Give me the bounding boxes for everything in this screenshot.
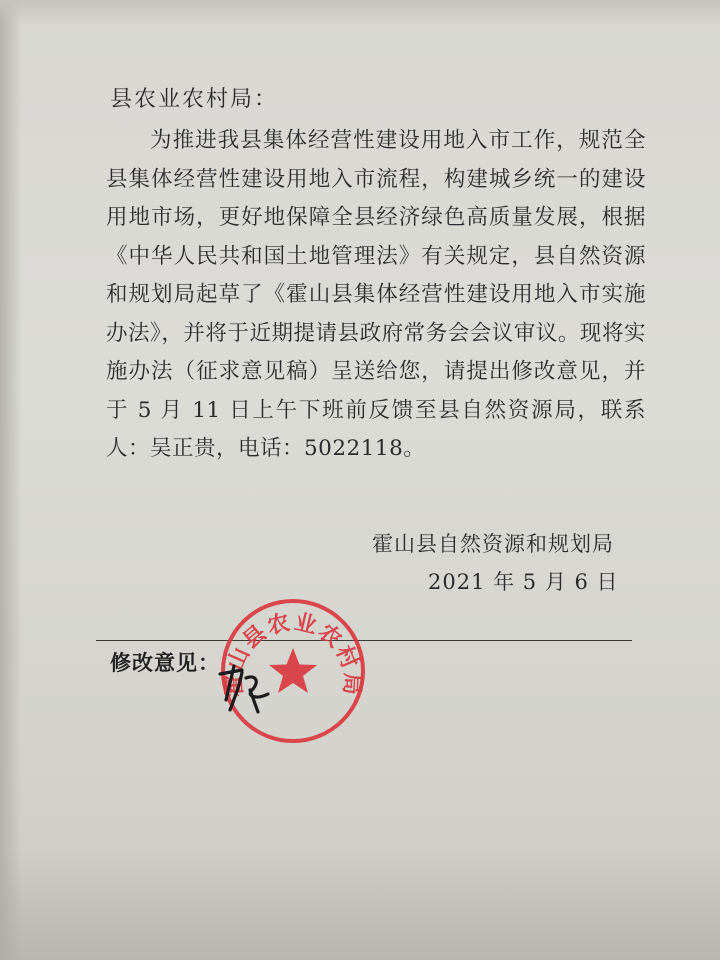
body-paragraph: 为推进我县集体经营性建设用地入市工作，规范全县集体经营性建设用地入市流程，构建城乡统一的建设用地市场，更好地保障全县经济绿色高质量发展，根据《中华人民共和国土地管理法》有关规定，县自然资源和规划局起草了《霍山县集体经营性建设用地入市实施办法》，并将于近期提请县政府常务会会议审议。现将实施办法（征求意见稿）呈送给您，请提出修改意见，并于 5 月 11 日上午下班前反馈至县自然资源局，联系人：吴正贵，电话：5022118。 (106, 128, 646, 461)
handwritten-signature-icon (212, 660, 282, 720)
revision-opinion-label: 修改意见： (110, 651, 220, 675)
salutation: 县农业农村局： (110, 87, 279, 112)
page-shadow-bottom (0, 850, 720, 960)
page-shadow-top (0, 0, 720, 26)
document-date: 2021 年 5 月 6 日 (428, 570, 619, 594)
page-shadow-left (0, 0, 22, 960)
seal-text: 霍山县农业农村局 (221, 609, 365, 698)
signer-organization: 霍山县自然资源和规划局 (372, 532, 614, 556)
